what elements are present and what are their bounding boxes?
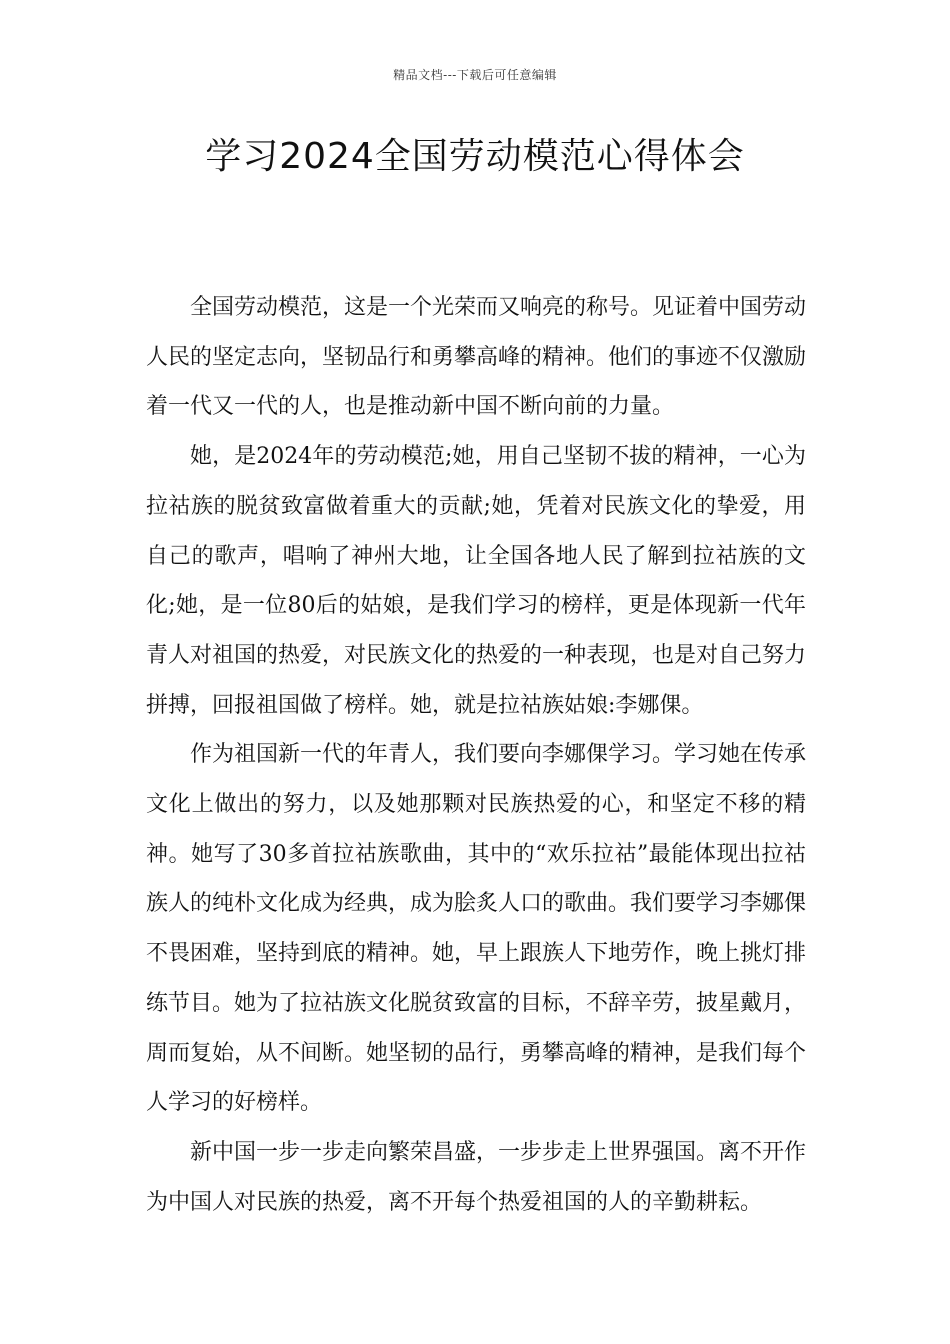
paragraph-3: 作为祖国新一代的年青人，我们要向李娜倮学习。学习她在传承文化上做出的努力，以及她那颗对民族热爱的心，和坚定不移的精神。她写了30多首拉祜族歌曲，其中的“欢乐拉祜”最能体现出拉祜族人的纯朴文化成为经典，成为脍炙人口的歌曲。我们要学习李娜倮不畏困难，坚持到底的精神。她，早上跟族人下地劳作，晚上挑灯排练节目。她为了拉祜族文化脱贫致富的目标，不辞辛劳，披星戴月，周而复始，从不间断。她坚韧的品行，勇攀高峰的精神，是我们每个人学习的好榜样。: [146, 742, 807, 1116]
document-body: [146, 283, 806, 1227]
paragraph-1: 全国劳动模范，这是一个光荣而又响亮的称号。见证着中国劳动人民的坚定志向，坚韧品行和勇攀高峰的精神。他们的事迹不仅激励着一代又一代的人，也是推动新中国不断向前的力量。: [146, 295, 807, 420]
document-title: 学习2024全国劳动模范心得体会: [205, 136, 745, 177]
paragraph-4: 新中国一步一步走向繁荣昌盛，一步步走上世界强国。离不开作为中国人对民族的热爱，离不开每个热爱祖国的人的辛勤耕耘。: [146, 1139, 807, 1215]
header-note: 精品文档---下载后可任意编辑: [393, 68, 557, 82]
paragraph-2: 她，是2024年的劳动模范;她，用自己坚韧不拔的精神，一心为拉祜族的脱贫致富做着重大的贡献;她，凭着对民族文化的挚爱，用自己的歌声，唱响了神州大地，让全国各地人民了解到拉祜族的文化;她，是一位80后的姑娘，是我们学习的榜样，更是体现新一代年青人对祖国的热爱，对民族文化的热爱的一种表现，也是对自己努力拼搏，回报祖国做了榜样。她，就是拉祜族姑娘:李娜倮。: [146, 444, 807, 718]
